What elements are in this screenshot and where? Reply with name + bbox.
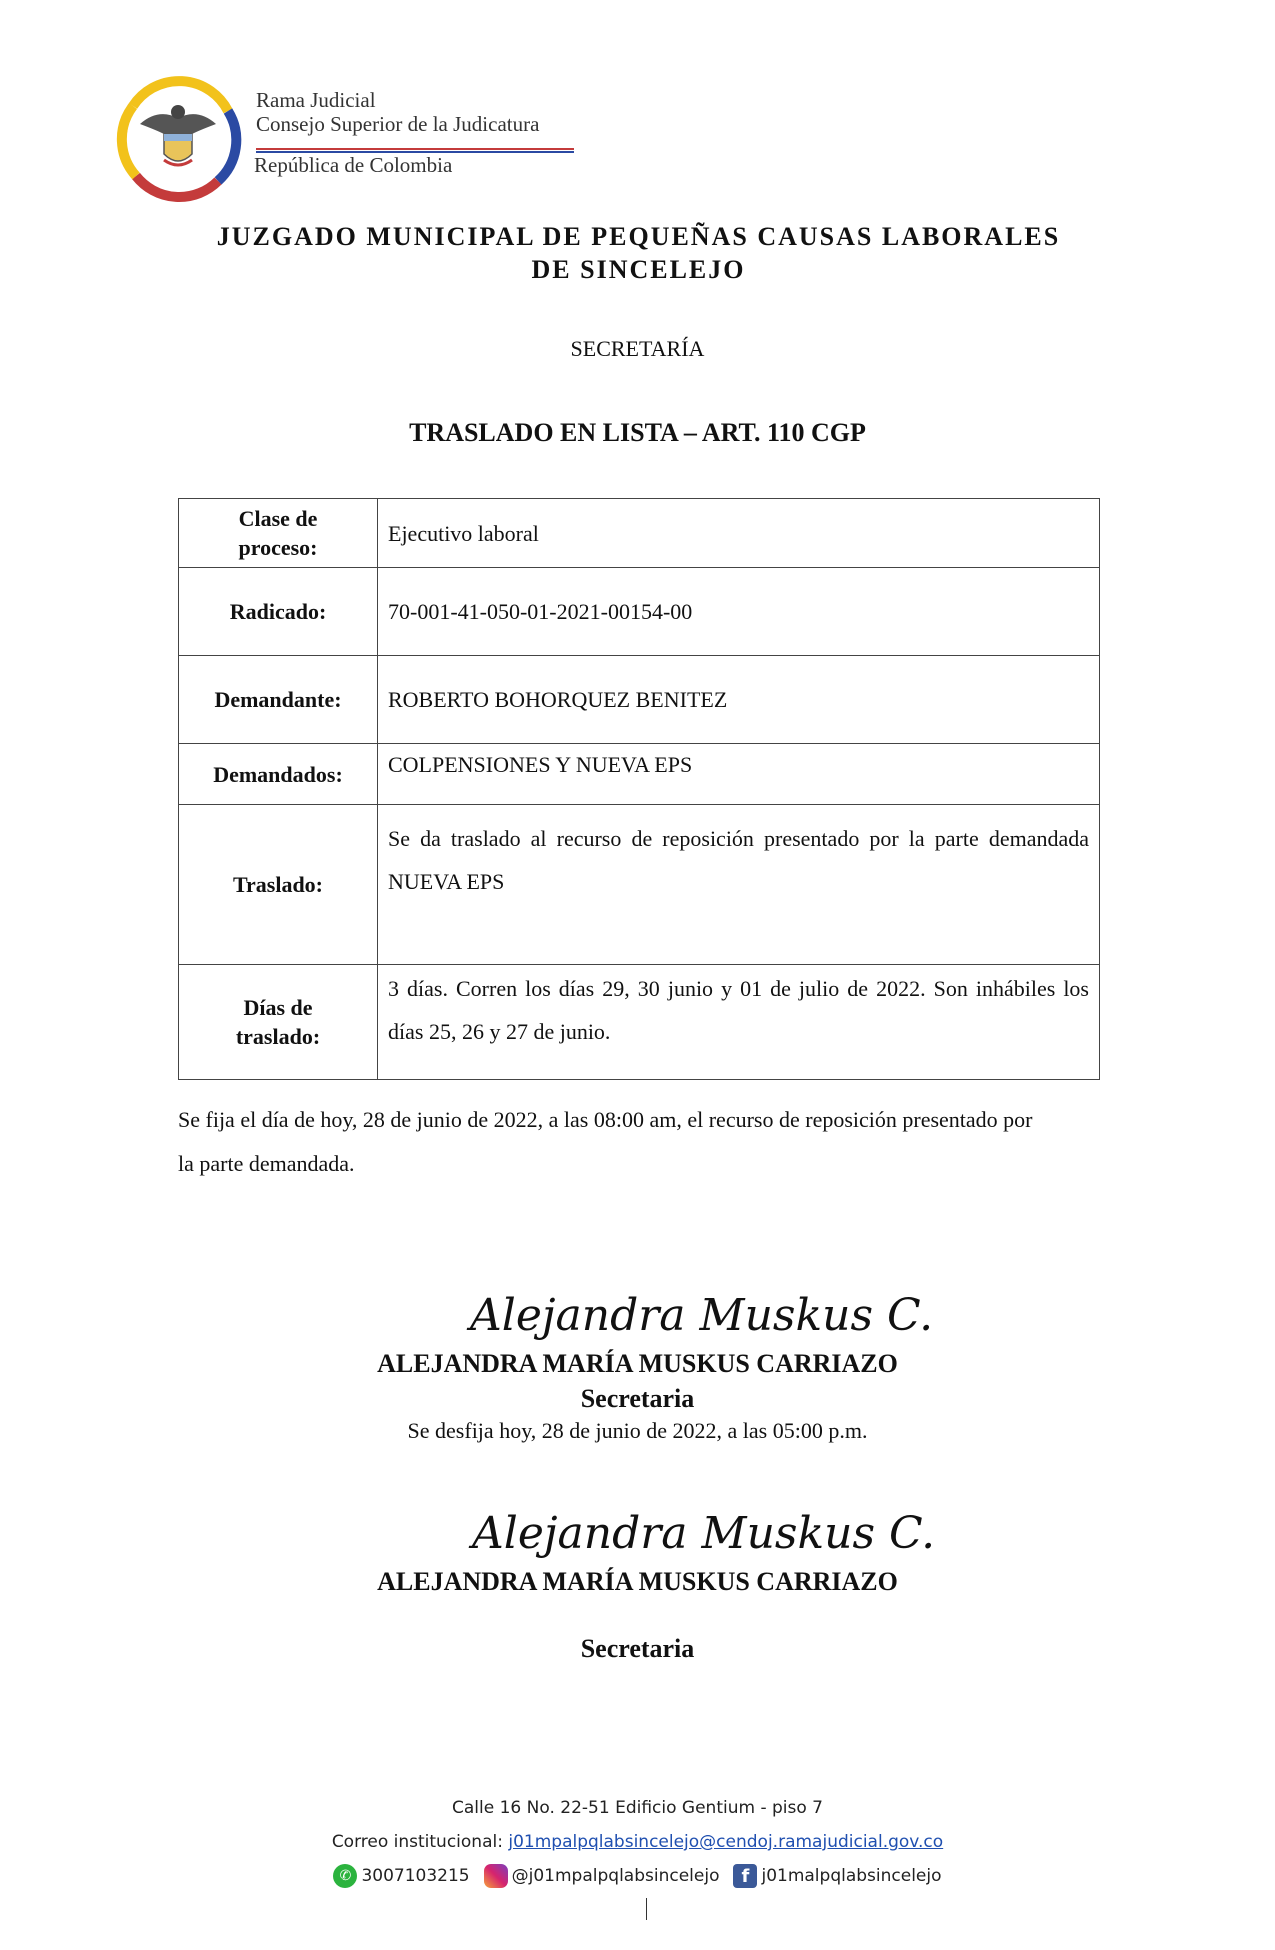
email-link[interactable]: j01mpalpqlabsincelejo@cendoj.ramajudicial.gov.co [508,1832,944,1852]
facebook-handle: j01malpqlabsincelejo [761,1866,942,1886]
instagram-handle: @j01mpalpqlabsincelejo [511,1866,720,1886]
whatsapp-icon: ✆ [333,1864,357,1888]
org-line-2: Consejo Superior de la Judicatura [256,112,540,136]
table-row [179,805,1100,965]
signature-text: Alejandra Muskus C. [472,1508,936,1559]
row-label-line: Clase de [238,506,318,531]
posting-notice: Se fija el día de hoy, 28 de junio de 2022, a las 08:00 am, el recurso de reposición presentado por la parte demandada. [178,1107,1033,1176]
footer-email-line [0,1832,1275,1852]
court-title-line-1: JUZGADO MUNICIPAL DE PEQUEÑAS CAUSAS LABORALES [216,222,1061,251]
row-value: 3 días. Corren los días 29, 30 junio y 01 de julio de 2022. Son inhábiles los días 25, 26 y 27 de junio. [378,965,1100,1080]
handwritten-signature [460,1278,934,1350]
row-value: Ejecutivo laboral [378,499,1100,568]
row-label: Demandante: [179,656,378,744]
row-label [179,965,378,1080]
row-label: Radicado: [179,568,378,656]
row-value: Se da traslado al recurso de reposición presentado por la parte demandada NUEVA EPS [378,805,1100,965]
row-label [179,499,378,568]
instagram-contact[interactable] [484,1864,720,1888]
table-row [179,744,1100,805]
logo-divider-red [256,148,574,150]
signer-role: Secretaria [580,1384,695,1413]
footer-contacts [0,1864,1275,1888]
footer-address: Calle 16 No. 22-51 Edificio Gentium - piso 7 [452,1798,823,1818]
email-label: Correo institucional: [331,1832,509,1852]
case-info-table [178,498,1100,1080]
row-value: COLPENSIONES Y NUEVA EPS [378,744,1100,805]
court-title-line-2: DE SINCELEJO [531,255,746,284]
table-row [179,965,1100,1080]
row-value: ROBERTO BOHORQUEZ BENITEZ [378,656,1100,744]
table-row [179,568,1100,656]
org-line-3: República de Colombia [254,153,453,177]
org-line-1: Rama Judicial [256,88,376,112]
table-row [179,499,1100,568]
whatsapp-contact[interactable] [333,1864,469,1888]
court-title [160,220,1117,286]
handwritten-signature [462,1496,936,1568]
section-heading: SECRETARÍA [570,336,705,361]
text-cursor [646,1898,647,1920]
row-label-line: Días de [243,995,313,1020]
row-label-line: proceso: [238,535,318,560]
instagram-icon [484,1864,508,1888]
signer-role: Secretaria [580,1634,695,1663]
facebook-icon: f [733,1864,757,1888]
document-title: TRASLADO EN LISTA – ART. 110 CGP [409,418,866,447]
logo-text [256,88,539,136]
row-label-line: traslado: [235,1024,321,1049]
signer-name: ALEJANDRA MARÍA MUSKUS CARRIAZO [377,1567,898,1596]
row-label: Demandados: [179,744,378,805]
row-label: Traslado: [179,805,378,965]
judiciary-seal-logo [108,66,248,206]
facebook-contact[interactable] [733,1864,941,1888]
phone-number: 3007103215 [361,1866,470,1886]
signer-name: ALEJANDRA MARÍA MUSKUS CARRIAZO [377,1349,898,1378]
table-row [179,656,1100,744]
row-value: 70-001-41-050-01-2021-00154-00 [378,568,1100,656]
signature-text: Alejandra Muskus C. [470,1290,934,1341]
removal-notice: Se desfija hoy, 28 de junio de 2022, a las 05:00 p.m. [407,1418,868,1443]
